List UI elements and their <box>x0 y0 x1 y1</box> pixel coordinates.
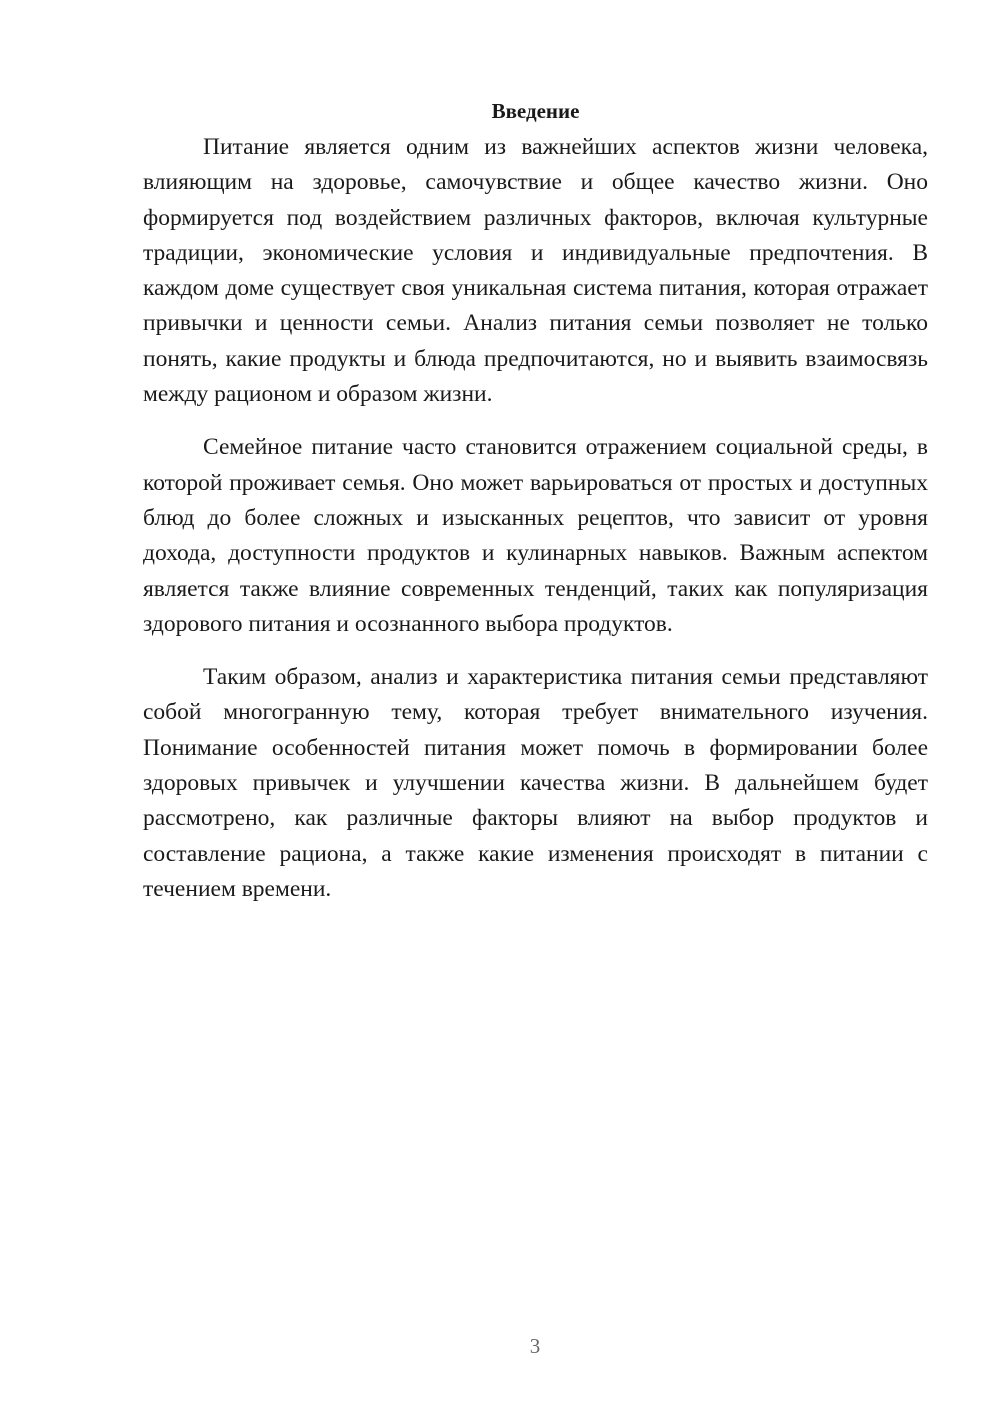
page-number: 3 <box>529 1334 541 1358</box>
paragraph-1: Питание является одним из важнейших аспектов жизни человека, влияющим на здоровье, самочувствие и общее качество жизни. Оно формируется под воздействием различных факторов, включая культурные традиции, экономические условия и индивидуальные предпочтения. В каждом доме существует своя уникальная система питания, которая отражает привычки и ценности семьи. Анализ питания семьи позволяет не только понять, какие продукты и блюда предпочитаются, но и выявить взаимосвязь между рационом и образом жизни. <box>143 134 928 408</box>
paragraph-3: Таким образом, анализ и характеристика питания семьи представляют собой многогранную тему, которая требует внимательного изучения. Понимание особенностей питания может помочь в формировании более здоровых привычек и улучшении качества жизни. В дальнейшем будет рассмотрено, как различные факторы влияют на выбор продуктов и составление рациона, а также какие изменения происходят в питании с течением времени. <box>143 664 928 902</box>
page-content <box>143 96 928 907</box>
paragraph-2: Семейное питание часто становится отражением социальной среды, в которой проживает семья. Оно может варьироваться от простых и доступных блюд до более сложных и изысканных рецептов, что зависит от уровня дохода, доступности продуктов и кулинарных навыков. Важным аспектом является также влияние современных тенденций, таких как популяризация здорового питания и осознанного выбора продуктов. <box>143 434 928 637</box>
section-title: Введение <box>491 99 580 123</box>
